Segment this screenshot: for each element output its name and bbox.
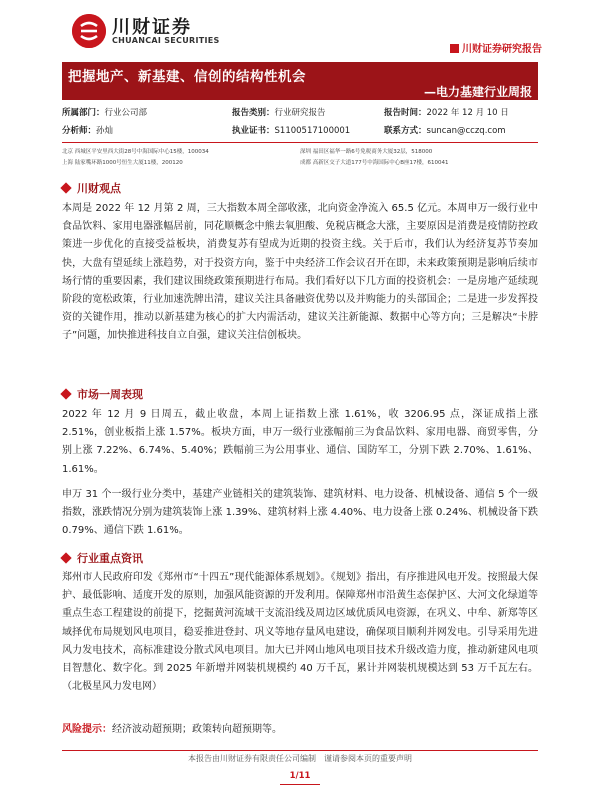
risk-label: 风险提示： <box>62 724 112 735</box>
footer-disclaimer: 本报告由川财证券有限责任公司编制 谨请参阅本页的重要声明 <box>188 754 412 763</box>
type-value: 行业研究报告 <box>274 108 326 118</box>
address-chengdu: 成都 高新区交子大道177号中海国际中心B座17楼，610041 <box>300 160 449 166</box>
dept-label: 所属部门： <box>62 108 105 118</box>
section-view-heading <box>62 180 121 196</box>
risk-text: 经济波动超预期；政策转向超预期等。 <box>112 724 282 735</box>
title-band <box>62 62 538 100</box>
diamond-icon <box>60 552 71 563</box>
report-title: 把握地产、新基建、信创的结构性机会 <box>68 69 306 85</box>
section-view-text: 本周是 2022 年 12 月第 2 周，三大指数本周全部收涨，北向资金净流入 65.5 亿元。本周申万一级行业中食品饮料、家用电器涨幅居前，同花顺概念中熊去氧胆酸、免税店概念大涨，主要原因是消费是疫情防控政策进一步优化的直接受益板块，消费复苏有望成为近期的投资主线。关于后市，我们认为经济复苏节奏加快，大盘有望延续上涨趋势，对于投资方向，鉴于中央经济工作会议召开在即，未来政策预期是影响后续市场行情的重要因素，我们建议围绕政策预期进行布局。我们看好以下几方面的投资机会：一是房地产延续现阶段的宽松政策，行业加速洗牌出清，建议关注具备融资优势以及并购能力的头部国企；二是进一步发挥投资的关键作用，推动以新基建为核心的扩大内需活动，建议关注新能源、数据中心等方向；三是解决“卡脖子”问题，加快推进科技自立自强，建议关注信创板块。 <box>62 203 538 342</box>
page-number: 1/11 <box>280 771 320 785</box>
time-label: 报告时间： <box>384 108 427 118</box>
report-tag <box>450 40 542 55</box>
section-news-title: 行业重点资讯 <box>77 552 143 565</box>
section-news-text: 郑州市人民政府印发《郑州市“十四五”现代能源体系规划》。《规划》指出，有序推进风电开发。按照最大保护、最低影响、适度开发的原则，加强风能资源的开发利用。保障郑州市沿黄生态保护区、大河文化绿道等重点生态工程建设的前提下，挖掘黄河流域干支流沿线及周边区域优质风电资源，在巩义、中牟、新郑等区域择优布局规划风电项目，稳妥推进登封、巩义等地存量风电建设，确保项目顺利并网发电。引导采用先进风力发电技术，高标准建设分散式风电项目。加大已并网山地风电项目技术升级改造力度，推动新建风电项目智慧化、数字化。到 2025 年新增并网装机规模约 40 万千瓦，累计并网装机规模达到 53 万千瓦左右。（北极星风力发电网） <box>62 572 538 693</box>
report-subtitle: —电力基建行业周报 <box>423 85 532 99</box>
logo-icon <box>72 14 106 48</box>
address-shenzhen: 深圳 福田区福华一路6号免税商务大厦32层，518000 <box>300 149 433 155</box>
dept-value: 行业公司部 <box>104 108 148 118</box>
brand-name-cn: 川财证券 <box>112 17 192 38</box>
diamond-icon <box>60 388 71 399</box>
type-label: 报告类别： <box>232 108 275 118</box>
brand-name-en: CHUANCAI SECURITIES <box>112 36 220 45</box>
meta-row-2 <box>62 122 538 138</box>
risk-warning <box>62 720 538 735</box>
section-market-text-2: 申万 31 个一级行业分类中，基建产业链相关的建筑装饰、建筑材料、电力设备、机械设备、通信 5 个一级指数，涨跌情况分别为建筑装饰上涨 1.39%、建筑材料上涨 4.40%、电力设备上涨 0.24%、机械设备下跌 0.79%、通信下跌 1.61%。 <box>62 489 538 537</box>
meta-row-1 <box>62 104 538 120</box>
analyst-label: 分析师： <box>62 126 97 136</box>
section-market-heading <box>62 386 143 402</box>
section-news-heading <box>62 550 143 566</box>
address-beijing: 北京 西城区平安里西大街28号中海国际中心15楼，100034 <box>62 149 209 155</box>
section-market-text-1: 2022 年 12 月 9 日周五，截止收盘，本周上证指数上涨 1.61%，收 3206.95 点，深证成指上涨 2.51%，创业板指上涨 1.57%。板块方面，申万一级行业涨幅前三为食品饮料、家用电器、商贸零售，分别上涨 7.22%、6.74%、5.40%；跌幅前三为公用事业、通信、国防军工，分别下跌 2.70%、1.61%、1.61%。 <box>62 409 538 475</box>
contact-email[interactable]: suncan@cczq.com <box>426 126 506 136</box>
page-header <box>0 0 600 64</box>
report-tag-text: 川财证券研究报告 <box>462 44 542 55</box>
section-view-title: 川财观点 <box>77 182 121 195</box>
address-shanghai: 上海 陆家嘴环路1000号恒生大厦11楼，200120 <box>62 160 183 166</box>
section-market-title: 市场一周表现 <box>77 388 143 401</box>
time-value: 2022 年 12 月 10 日 <box>426 108 509 118</box>
diamond-icon <box>60 182 71 193</box>
contact-label: 联系方式： <box>384 126 427 136</box>
cert-label: 执业证书： <box>232 126 275 136</box>
analyst-value: 孙灿 <box>96 126 114 136</box>
cert-value: S1100517100001 <box>274 126 351 136</box>
square-icon <box>450 44 459 53</box>
footer-divider <box>62 750 538 751</box>
office-addresses <box>62 142 538 170</box>
